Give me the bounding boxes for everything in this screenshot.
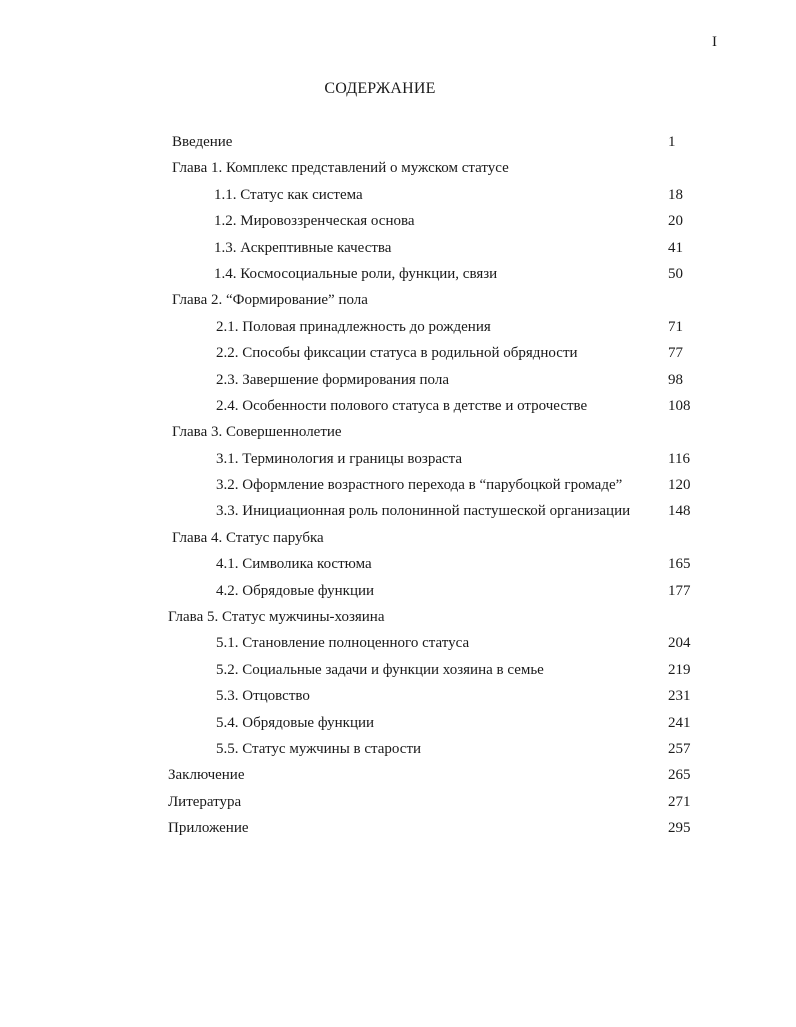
table-of-contents	[0, 132, 796, 845]
toc-entry-page-number: 108	[668, 397, 691, 414]
toc-entry-page-number: 41	[668, 239, 683, 256]
toc-entry-title: 5.3. Отцовство	[216, 688, 310, 705]
toc-entry-title: 2.4. Особенности полового статуса в детстве и отрочестве	[216, 397, 588, 414]
toc-entry-title: Введение	[172, 134, 233, 150]
toc-entry-page-number: 231	[668, 688, 691, 705]
toc-section-entry	[0, 449, 796, 475]
toc-entry-title: 2.2. Способы фиксации статуса в родильной обрядности	[216, 345, 578, 362]
toc-entry-page-number: 241	[668, 714, 691, 731]
toc-section-entry	[0, 554, 796, 580]
toc-title: СОДЕРЖАНИЕ	[324, 80, 436, 97]
toc-chapter-entry	[0, 422, 796, 448]
toc-entry-title: Глава 4. Статус парубка	[172, 529, 324, 546]
toc-section-entry	[0, 396, 796, 422]
toc-entry-page-number: 20	[668, 213, 683, 230]
toc-section-entry	[0, 739, 796, 765]
toc-section-entry	[0, 264, 796, 290]
toc-section-entry	[0, 501, 796, 527]
toc-entry-title: 3.2. Оформление возрастного перехода в “парубоцкой громаде”	[216, 477, 623, 494]
toc-chapter-entry	[0, 818, 796, 844]
toc-entry-title: 4.2. Обрядовые функции	[216, 582, 375, 599]
toc-entry-page-number: 257	[668, 740, 691, 757]
toc-entry-title: 1.4. Космосоциальные роли, функции, связи	[214, 265, 498, 282]
toc-chapter-entry	[0, 158, 796, 184]
toc-entry-title: 1.2. Мировоззренческая основа	[214, 213, 415, 230]
toc-section-entry	[0, 317, 796, 343]
toc-entry-title: Глава 5. Статус мужчины-хозяина	[168, 609, 385, 626]
toc-section-entry	[0, 713, 796, 739]
toc-chapter-entry	[0, 132, 796, 158]
toc-entry-page-number: 177	[668, 582, 691, 599]
toc-entry-page-number: 1	[668, 134, 676, 150]
toc-entry-page-number: 165	[668, 556, 691, 573]
toc-entry-title: 1.3. Аскрептивные качества	[214, 239, 392, 256]
toc-section-entry	[0, 211, 796, 237]
toc-entry-page-number: 71	[668, 318, 683, 335]
toc-entry-page-number: 116	[668, 450, 690, 467]
toc-entry-title: 5.4. Обрядовые функции	[216, 714, 375, 731]
toc-entry-title: Заключение	[168, 767, 245, 784]
toc-entry-title: 4.1. Символика костюма	[216, 556, 372, 573]
toc-chapter-entry	[0, 792, 796, 818]
toc-entry-title: 3.1. Терминология и границы возраста	[216, 450, 463, 467]
toc-section-entry	[0, 686, 796, 712]
toc-entry-page-number: 50	[668, 265, 683, 282]
toc-entry-page-number: 295	[668, 820, 691, 837]
toc-entry-title: Глава 1. Комплекс представлений о мужском статусе	[172, 160, 509, 177]
toc-section-entry	[0, 343, 796, 369]
toc-entry-title: 5.2. Социальные задачи и функции хозяина в семье	[216, 661, 544, 678]
toc-entry-title: Глава 3. Совершеннолетие	[172, 424, 342, 441]
toc-entry-title: Приложение	[168, 820, 249, 837]
toc-section-entry	[0, 185, 796, 211]
toc-entry-page-number: 219	[668, 661, 691, 678]
toc-section-entry	[0, 633, 796, 659]
toc-chapter-entry	[0, 290, 796, 316]
toc-section-entry	[0, 370, 796, 396]
toc-entry-title: 5.5. Статус мужчины в старости	[216, 740, 422, 757]
toc-entry-title: 2.1. Половая принадлежность до рождения	[216, 318, 491, 335]
toc-entry-title: 3.3. Инициационная роль полонинной пастушеской организации	[216, 503, 631, 520]
toc-entry-page-number: 18	[668, 186, 683, 203]
toc-entry-page-number: 98	[668, 371, 683, 388]
toc-section-entry	[0, 475, 796, 501]
toc-section-entry	[0, 660, 796, 686]
toc-entry-page-number: 148	[668, 503, 691, 520]
toc-chapter-entry	[0, 528, 796, 554]
toc-entry-title: Глава 2. “Формирование” пола	[172, 292, 368, 309]
page-number: I	[712, 34, 717, 50]
toc-entry-title: Литература	[168, 793, 242, 810]
toc-section-entry	[0, 581, 796, 607]
toc-chapter-entry	[0, 765, 796, 791]
toc-entry-title: 2.3. Завершение формирования пола	[216, 371, 449, 388]
toc-chapter-entry	[0, 607, 796, 633]
toc-entry-page-number: 120	[668, 477, 691, 494]
toc-entry-page-number: 77	[668, 345, 683, 362]
toc-entry-page-number: 265	[668, 767, 691, 784]
toc-entry-page-number: 271	[668, 793, 691, 810]
toc-entry-page-number: 204	[668, 635, 691, 652]
toc-entry-title: 5.1. Становление полноценного статуса	[216, 635, 470, 652]
toc-entry-title: 1.1. Статус как система	[214, 186, 363, 203]
toc-section-entry	[0, 238, 796, 264]
